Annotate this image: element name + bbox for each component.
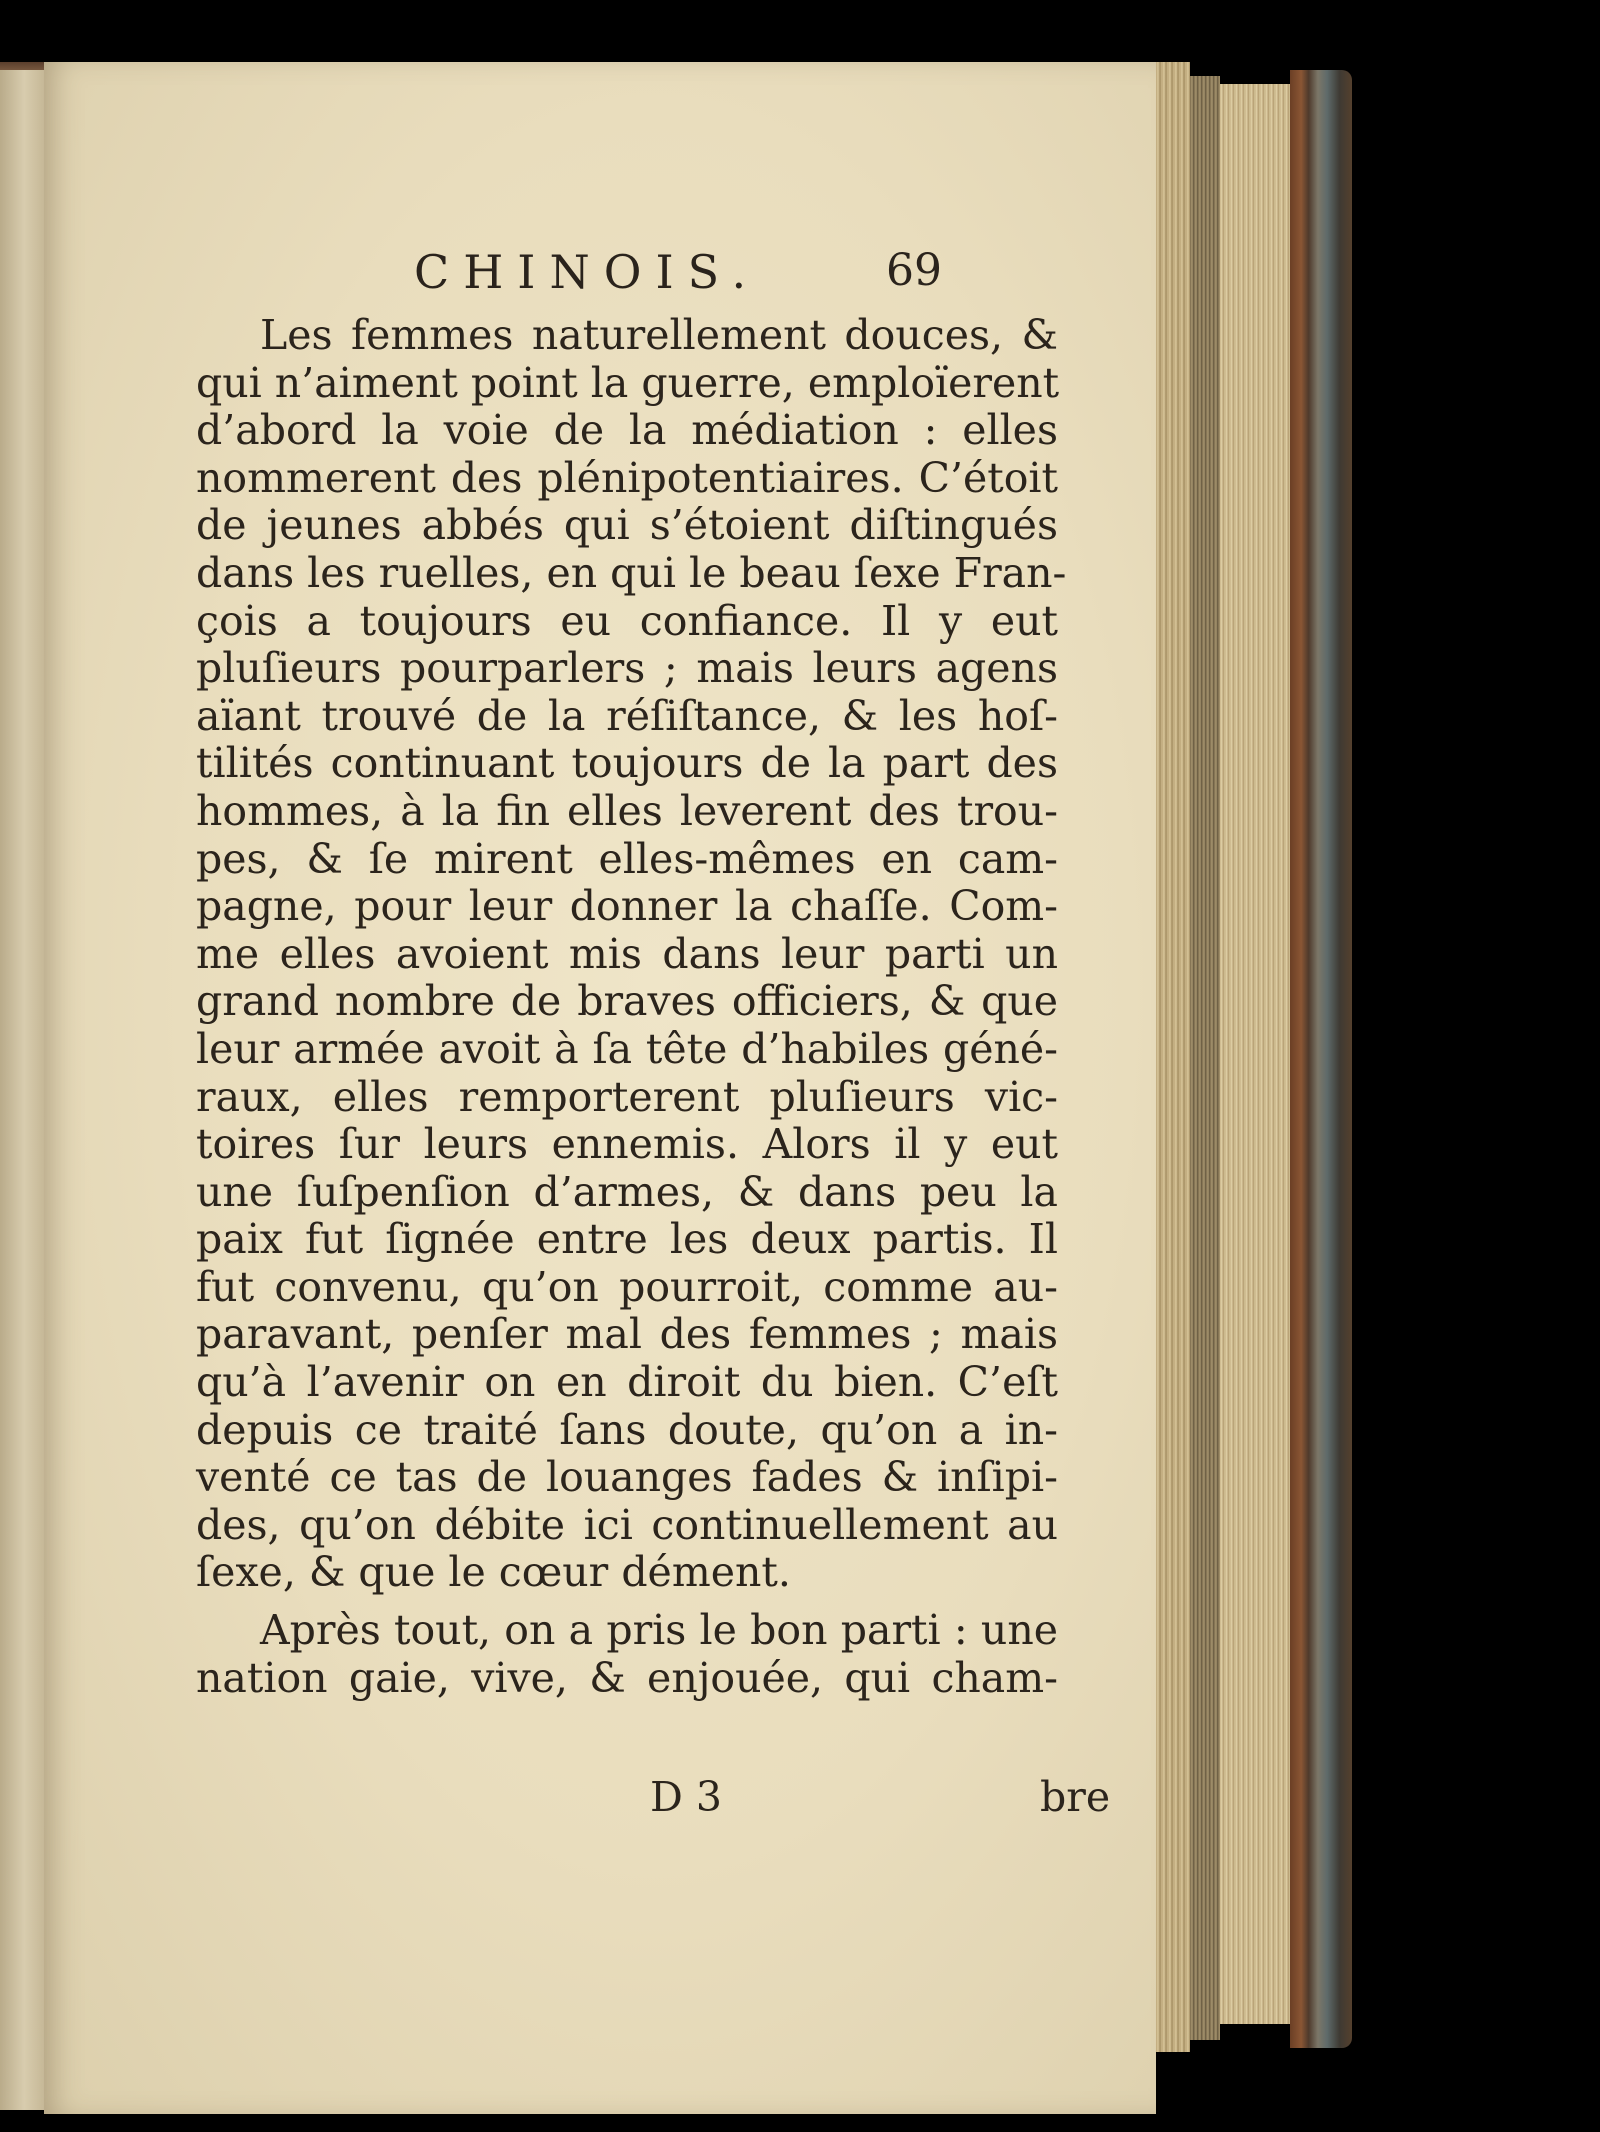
page-number: 69	[886, 245, 942, 296]
running-head: CHINOIS.	[414, 245, 761, 299]
text-line: paravant, penſer mal des femmes ; mais	[196, 1310, 1058, 1359]
text-line: qu’à l’avenir on en diroit du bien. C’eſt	[196, 1358, 1058, 1407]
page-header	[44, 245, 1156, 315]
text-line: une ſuſpenſion d’armes, & dans peu la	[196, 1167, 1058, 1216]
text-line: d’abord la voie de la médiation : elles	[196, 406, 1058, 455]
signature-mark: D 3	[650, 1773, 722, 1821]
text-line: de jeunes abbés qui s’étoient diſtingués	[196, 501, 1058, 550]
body-text	[196, 311, 1067, 1702]
text-line: Les femmes naturellement douces, &	[260, 311, 1058, 359]
page-block-edges	[1220, 84, 1290, 2024]
text-line: dans les ruelles, en qui le beau ſexe Fran-	[196, 548, 1067, 597]
page-edges-shadow	[1190, 76, 1220, 2040]
text-line: raux, elles remporterent pluſieurs vic-	[196, 1072, 1058, 1121]
previous-page-edge	[0, 70, 46, 2110]
page-edges	[1156, 62, 1190, 2052]
text-line: hommes, à la fin elles leverent des trou-	[196, 786, 1058, 835]
text-line: fut convenu, qu’on pourroit, comme au-	[196, 1262, 1058, 1311]
text-line: leur armée avoit à ſa tête d’habiles géné-	[196, 1024, 1058, 1073]
text-line: des, qu’on débite ici continuellement au	[196, 1500, 1058, 1549]
text-line: paix fut ſignée entre les deux partis. Il	[196, 1215, 1058, 1264]
page-footer	[44, 1773, 1156, 1833]
text-line: me elles avoient mis dans leur parti un	[196, 929, 1058, 978]
text-line: venté ce tas de louanges fades & inſipi-	[196, 1453, 1058, 1502]
text-line: Après tout, on a pris le bon parti : une	[260, 1606, 1058, 1655]
text-line: pluſieurs pourparlers ; mais leurs agens	[196, 644, 1058, 693]
text-line: nation gaie, vive, & enjouée, qui cham-	[196, 1653, 1058, 1702]
text-line: pes, & ſe mirent elles-mêmes en cam-	[196, 834, 1058, 883]
text-line: depuis ce traité ſans doute, qu’on a in-	[196, 1405, 1058, 1454]
text-line: aïant trouvé de la réſiſtance, & les hoſ-	[196, 691, 1058, 740]
text-line: tilités continuant toujours de la part des	[196, 739, 1058, 788]
text-line: toires ſur leurs ennemis. Alors il y eut	[196, 1120, 1058, 1169]
text-line: çois a toujours eu confiance. Il y eut	[196, 596, 1058, 645]
text-line: nommerent des plénipotentiaires. C’étoit	[196, 453, 1058, 502]
book-cover	[1290, 70, 1352, 2048]
text-line: pagne, pour leur donner la chaſſe. Com-	[196, 882, 1058, 931]
text-line: qui n’aiment point la guerre, emploïerent	[196, 358, 1060, 407]
text-line: grand nombre de braves officiers, & que	[196, 977, 1058, 1026]
catchword: bre	[1040, 1773, 1111, 1821]
text-line: ſexe, & que le cœur dément.	[196, 1548, 791, 1597]
